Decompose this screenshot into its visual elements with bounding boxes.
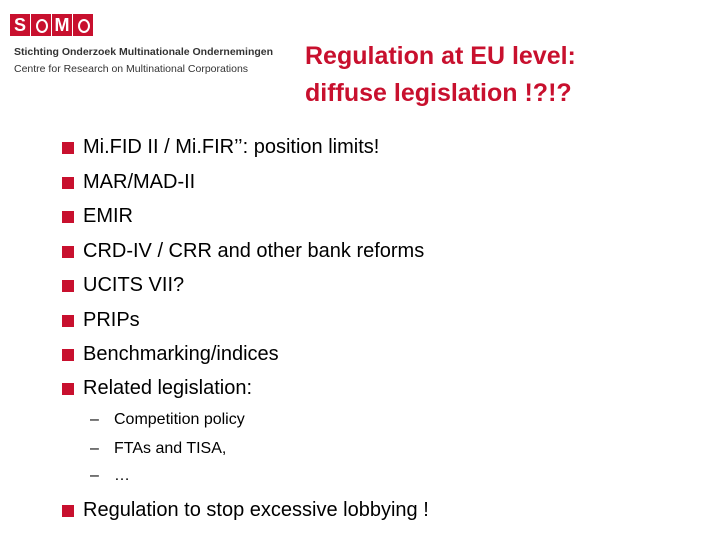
sub-bullet-text: FTAs and TISA, xyxy=(114,440,227,457)
bullet-item xyxy=(62,238,424,264)
bullet-item-final xyxy=(62,497,429,523)
dash-bullet-icon: – xyxy=(90,411,99,428)
square-bullet-icon xyxy=(62,211,74,223)
bullet-text: Benchmarking/indices xyxy=(83,342,279,365)
bullet-text: Mi.FID II / Mi.FIR’’: position limits! xyxy=(83,135,380,158)
logo-letter-o-2 xyxy=(73,14,93,36)
sub-bullet-item xyxy=(90,409,245,431)
bullet-text: Related legislation: xyxy=(83,376,252,399)
org-name-english: Centre for Research on Multinational Corporations xyxy=(14,63,249,75)
square-bullet-icon xyxy=(62,246,74,258)
somo-wordmark xyxy=(10,14,93,36)
bullet-item xyxy=(62,203,133,229)
logo-letter-o xyxy=(31,14,51,36)
sub-bullet-text: Competition policy xyxy=(114,411,245,428)
square-bullet-icon xyxy=(62,280,74,292)
bullet-text: MAR/MAD-II xyxy=(83,170,196,193)
dash-bullet-icon: – xyxy=(90,467,99,484)
logo-letter-s: S xyxy=(10,14,30,36)
bullet-item xyxy=(62,341,279,367)
somo-logo xyxy=(10,14,93,36)
bullet-item xyxy=(62,169,195,195)
bullet-text: PRIPs xyxy=(83,308,140,331)
bullet-text: EMIR xyxy=(83,204,133,227)
sub-bullet-item xyxy=(90,438,226,460)
org-name-dutch: Stichting Onderzoek Multinationale Ondernemingen xyxy=(14,46,274,58)
slide-title-line-1: Regulation at EU level: xyxy=(305,42,576,70)
square-bullet-icon xyxy=(62,505,74,517)
bullet-text: CRD-IV / CRR and other bank reforms xyxy=(83,239,425,262)
dash-bullet-icon: – xyxy=(90,440,99,457)
bullet-text: UCITS VII? xyxy=(83,273,185,296)
slide-title-line-2: diffuse legislation !?!? xyxy=(305,79,572,107)
bullet-text: Regulation to stop excessive lobbying ! xyxy=(83,498,429,521)
bullet-item xyxy=(62,375,252,401)
square-bullet-icon xyxy=(62,315,74,327)
bullet-item xyxy=(62,307,140,333)
square-bullet-icon xyxy=(62,349,74,361)
slide-title xyxy=(305,38,705,112)
square-bullet-icon xyxy=(62,177,74,189)
square-bullet-icon xyxy=(62,142,74,154)
sub-bullet-text: … xyxy=(114,467,130,484)
sub-bullet-item xyxy=(90,465,130,487)
square-bullet-icon xyxy=(62,383,74,395)
bullet-item xyxy=(62,134,379,160)
logo-letter-m: M xyxy=(52,14,72,36)
bullet-item xyxy=(62,272,184,298)
